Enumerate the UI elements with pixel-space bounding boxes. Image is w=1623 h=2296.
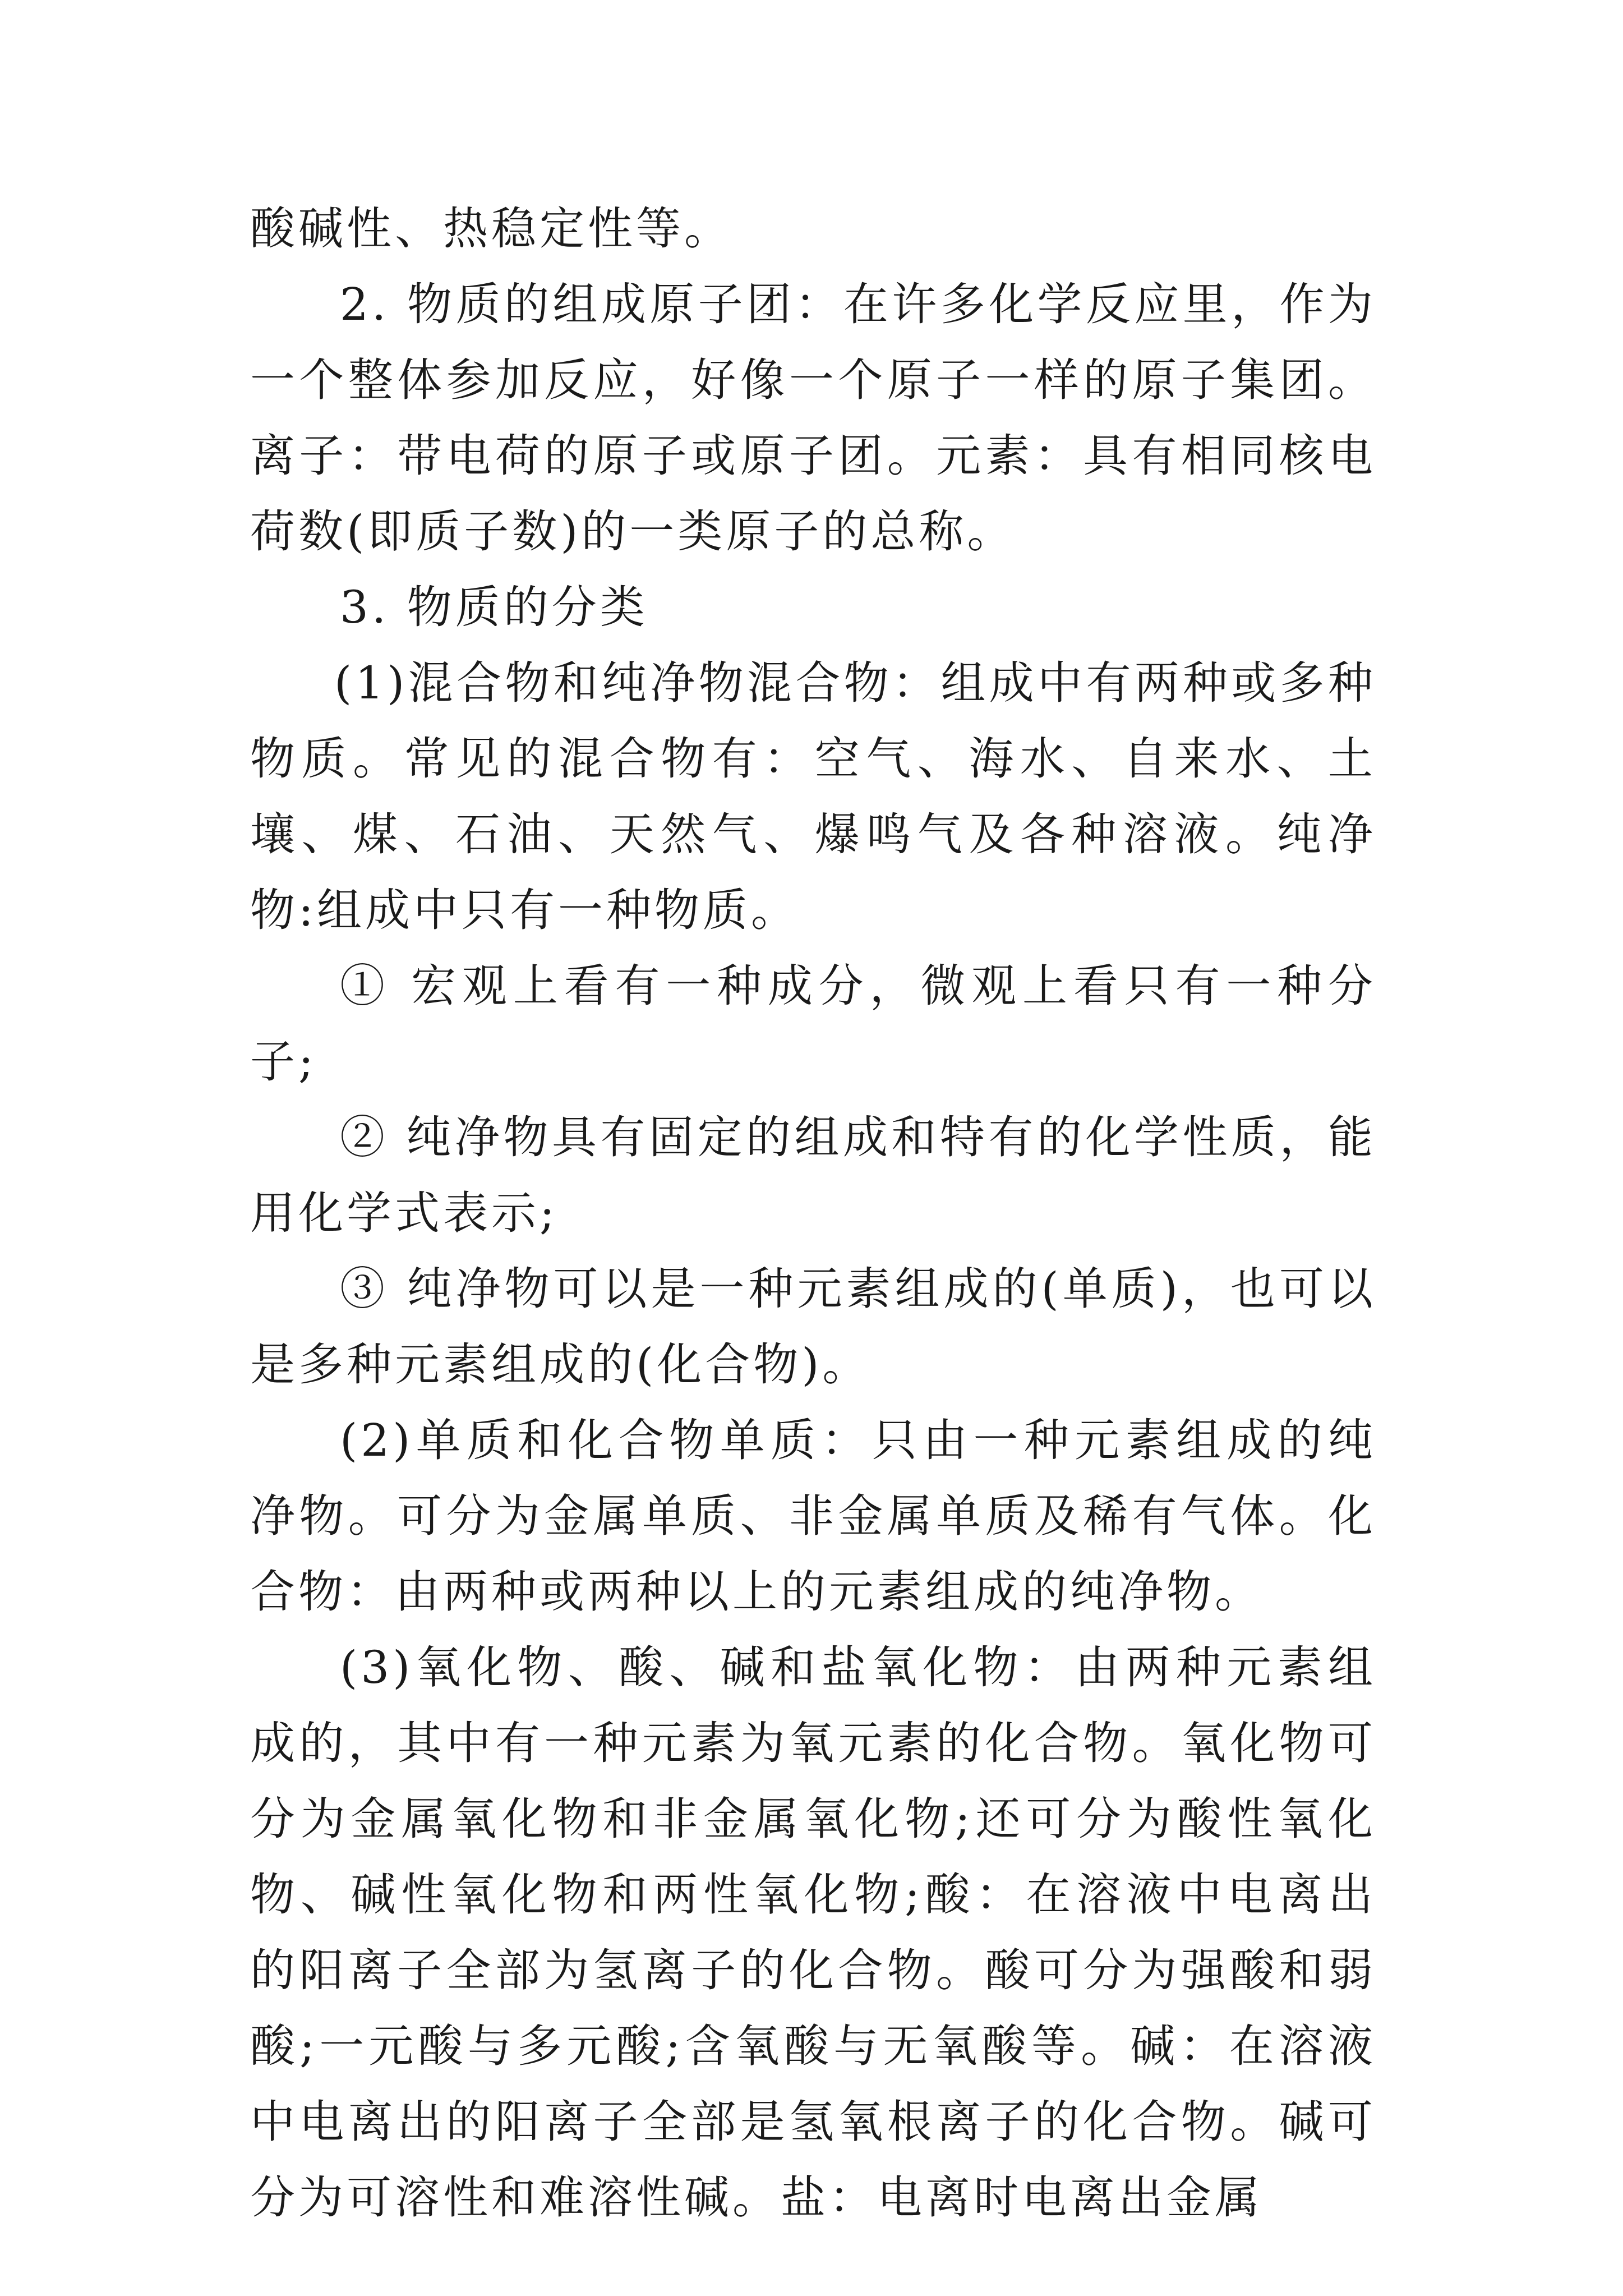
paragraph-3: 3. 物质的分类 (340, 581, 648, 633)
paragraph-4: (1)混合物和纯净物混合物：组成中有两种或多种物质。常见的混合物有：空气、海水、自来水、土壤、煤、石油、天然气、爆鸣气及各种溶液。纯净物:组成中只有一种物质。 (250, 657, 1376, 936)
paragraph-7: ③ 纯净物可以是一种元素组成的(单质)，也可以是多种元素组成的(化合物)。 (250, 1263, 1376, 1391)
paragraph-8: (2)单质和化合物单质：只由一种元素组成的纯净物。可分为金属单质、非金属单质及稀有气体。化合物：由两种或两种以上的元素组成的纯净物。 (250, 1414, 1376, 1618)
paragraph-5: ① 宏观上看有一种成分，微观上看只有一种分子; (250, 960, 1376, 1088)
document-body (250, 191, 1376, 2235)
paragraph-6: ② 纯净物具有固定的组成和特有的化学性质，能用化学式表示; (250, 1111, 1376, 1239)
paragraph-2: 2. 物质的组成原子团：在许多化学反应里，作为一个整体参加反应，好像一个原子一样的原子集团。离子：带电荷的原子或原子团。元素：具有相同核电荷数(即质子数)的一类原子的总称。 (250, 278, 1376, 558)
paragraph-1: 酸碱性、热稳定性等。 (250, 203, 732, 255)
paragraph-9: (3)氧化物、酸、碱和盐氧化物：由两种元素组成的，其中有一种元素为氧元素的化合物。氧化物可分为金属氧化物和非金属氧化物;还可分为酸性氧化物、碱性氧化物和两性氧化物;酸：在溶液中电离出的阳离子全部为氢离子的化合物。酸可分为强酸和弱酸;一元酸与多元酸;含氧酸与无氧酸等。碱：在溶液中电离出的阳离子全部是氢氧根离子的化合物。碱可分为可溶性和难溶性碱。盐：电离时电离出金属 (250, 1641, 1376, 2224)
